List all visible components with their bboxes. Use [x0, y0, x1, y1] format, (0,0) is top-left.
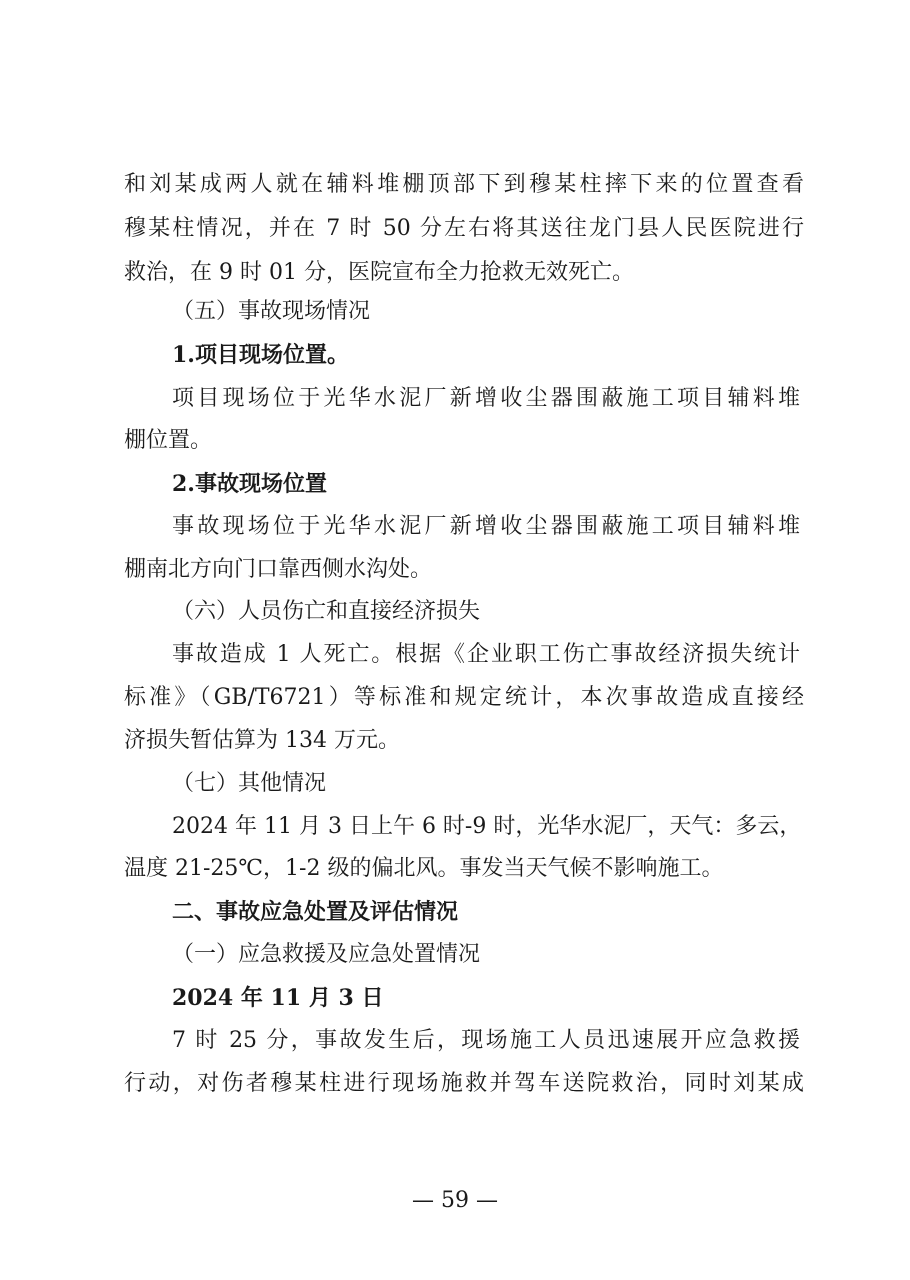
- body-text-line: 事故造成 1 人死亡。根据《企业职工伤亡事故经济损失统计: [172, 642, 800, 667]
- section-heading: （五）事故现场情况: [172, 299, 371, 324]
- body-text-line: 棚位置。: [124, 428, 213, 453]
- body-text-line: 济损失暂估算为 134 万元。: [124, 728, 400, 753]
- body-text-line: 棚南北方向门口靠西侧水沟处。: [124, 557, 433, 582]
- body-text-line: 穆某柱情况，并在 7 时 50 分左右将其送往龙门县人民医院进行: [124, 216, 804, 241]
- body-text-line: 标准》（GB/T6721）等标准和规定统计，本次事故造成直接经: [124, 685, 804, 710]
- body-text-line: 和刘某成两人就在辅料堆棚顶部下到穆某柱摔下来的位置查看: [124, 172, 804, 197]
- body-text-line: 7 时 25 分，事故发生后，现场施工人员迅速展开应急救援: [172, 1028, 800, 1053]
- body-text-line: 行动，对伤者穆某柱进行现场施救并驾车送院救治，同时刘某成: [124, 1071, 804, 1096]
- page-number: — 59 —: [412, 1188, 498, 1213]
- body-text-line: 事故现场位于光华水泥厂新增收尘器围蔽施工项目辅料堆: [172, 514, 800, 539]
- subsection-heading: 1.项目现场位置。: [172, 342, 349, 368]
- body-text-line: 项目现场位于光华水泥厂新增收尘器围蔽施工项目辅料堆: [172, 386, 800, 411]
- section-heading: （一）应急救援及应急处置情况: [172, 942, 481, 967]
- section-heading: （六）人员伤亡和直接经济损失: [172, 599, 481, 624]
- body-text-line: 救治，在 9 时 01 分，医院宣布全力抢救无效死亡。: [124, 260, 634, 285]
- body-text-line: 温度 21-25℃，1-2 级的偏北风。事发当天气候不影响施工。: [124, 856, 724, 881]
- chapter-heading: 二、事故应急处置及评估情况: [172, 899, 459, 925]
- date-heading: 2024 年 11 月 3 日: [172, 985, 384, 1011]
- subsection-heading: 2.事故现场位置: [172, 471, 327, 497]
- body-text-line: 2024 年 11 月 3 日上午 6 时-9 时，光华水泥厂，天气：多云，: [172, 814, 802, 839]
- section-heading: （七）其他情况: [172, 771, 327, 796]
